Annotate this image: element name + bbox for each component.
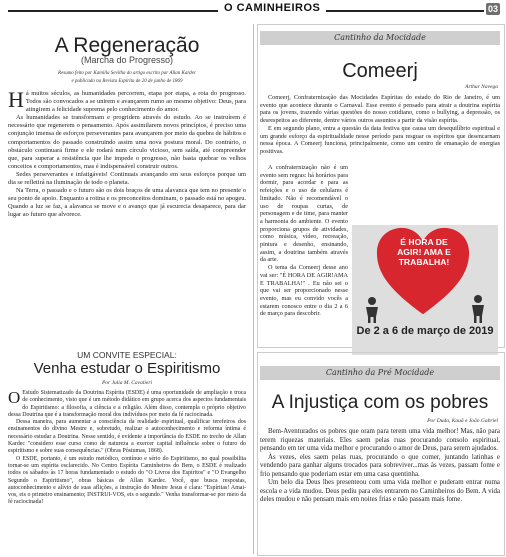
article-byline: Por Duda, Kauã e João Gabriel — [427, 418, 498, 424]
article-credit-2: e publicado na Revista Espírita de 20 de junho de 1869 — [71, 79, 183, 84]
paragraph: Dessa maneira, para aumentar a consciência da realidade espiritual, qualificar terefeiros dos ensinamentos do divino Mestre e, sobretudo, realizar o autoconhecimento e reforma íntima é necessário estudar a Doutrina. Nesse sentido, é evidente a importância do ESDE no trecho de Allan Kardec "considero esse curso como de natureza a exercer capital influência sobre o futuro do espiritismo e sobre suas consequências." (Obras Póstumas, 1868). — [8, 419, 246, 455]
drop-cap: O — [8, 388, 21, 407]
paragraph: O tema da Comeerj desse ano vai ser: "É HORA DE AGIR!AMA E TRABALHA!" . Eu não sei o que vai ser proporcionado nesse evento, mas eu convido vocês a estarem conosco entre o dia 2 a 6 de março para descobrir. — [260, 264, 348, 318]
paragraph: As humanidades se transformam e progridem através do estudo. Ao se instruírem é necessário que regenerem o pensamento. Após assimilarem novos princípios, é preciso uma conjunção imensa de esforços perseverantes para avançarem por meio da quebra de hábitos e comportamentos do passado construindo assim uma nova postura moral. Do contrário, o obstáculo continuará firme e ele rodará num círculo vicioso, sem saída, até compreender que, para superar a resistência que lhe impede o progresso, não basta quebrar os velhos conceitos e comportamentos, mas é indispensável construir outros. — [8, 114, 246, 170]
paragraph: E em segundo plano, entra a questão da data festiva que causa um desequilíbrio espiritual e um grande esforço da espiritualidade nesse período para resguar os espíritos que desencarnam nessa época. A Comeerj funciona, principalmente, como um centro de emanação de energias positivas. — [260, 124, 500, 155]
section-kicker: UM CONVITE ESPECIAL: — [77, 350, 177, 360]
paragraph-text: Estudo Sistematizado da Doutrina Espírita (ESDE) é uma oportunidade de ampliação e troca de conhecimento, visto que é um método didático em grupo acerca dos aspectos fundamentais do Espiritismo: a filosofia, a ciência e a religião. Além disso, contempla o próprio objetivo dessa Doutrina que é a transformação moral dos indivíduos por meio da fé raciocinada. — [8, 390, 246, 418]
child-silhouette-icon — [358, 295, 386, 323]
article-title: Venha estudar o Espiritismo — [33, 360, 221, 377]
article-body — [260, 94, 500, 156]
drop-cap: H — [8, 87, 24, 112]
paragraph — [8, 87, 246, 114]
section-header: Cantinho da Pré Mocidade — [260, 366, 500, 380]
paragraph — [8, 390, 246, 419]
child-silhouette-icon — [464, 293, 492, 323]
page-header — [0, 0, 506, 18]
article-body — [8, 87, 246, 220]
column-divider — [253, 24, 254, 554]
paragraph: Às vezes, eles saem pelas ruas, procurando o que comer, juntando latinhas e vendendo para ganhar alguns trocados para sobreviver...mas às vezes, passam fome e frio pensando que poderiam estar em uma casa quentinha. — [260, 453, 500, 478]
article-subtitle: (Marcha do Progresso) — [80, 55, 174, 65]
paragraph: O ESDE, portanto, é um estudo metódico, contínuo e sério do Espiritismo, no qual possibilita tornar-se um espírita esclarecido. No Centro Espírita Caminheiros do Bem, o ESDE é realizado todos os sábados às 17 horas fundamentado o estudo do "O Livros dos Espíritos" e "O Evangelho Segundo o Espiritismo", obras básicas de Allan Kardec. Você, que busca respostas, autoconhecimento e alívio de suas aflições, a instrução do Mestre Jesus é clara: "Espíritas! Amai-vos, eis o primeiro ensinamento; INSTRUI-VOS, eis o segundo." Venha transformar-se por meio da fé raciocinada! — [8, 455, 246, 506]
paragraph: Na Terra, o passado e o futuro são os dois braços de uma alavanca que tem no presente o seu ponto de apoio. Enquanto a rotina e os preconceitos dominam, o passado está no apogeu. Quando a luz se faz, a alavanca se move e o avanço que já escurecia desaparece, para dar lugar ao futuro que alvorece. — [8, 187, 246, 219]
event-poster — [352, 225, 498, 355]
paragraph: Comeerj, Confraternização das Mocidades Espíritas do estado do Rio de Janeiro, é um evento que acontece durante o Carnaval. Esse evento é pensado para atrair a doutrina espírita para os jovens, trazendo várias questões do nosso cotidiano, como o bullying, a depressão, os desrespeitos ao diferente, dentre vários outros assuntos a partir da visão espírita. — [260, 94, 500, 125]
article-body — [260, 428, 500, 505]
article-credit: Resumo feito por Kamilla Sevilha do artigo escrito por Allan Kardec — [57, 71, 197, 76]
article-byline: Arthur Navega — [465, 84, 498, 90]
article-title: A Injustiça com os pobres — [271, 392, 489, 413]
article-author: Por Julia M. Cavalieri — [101, 380, 153, 386]
paragraph: Um belo dia Deus lhes presenteou com uma vida melhor e puderam entrar numa escola e a vida mudou. Deus pediu para eles entrarem no Caminheiros do Bem. A vida deles mudou e não pensam mais em noites frias e não passam mais fome. — [260, 479, 500, 503]
paragraph: Bem-Aventurados os pobres que oram para terem uma vida melhor! Mas, não para terem riquezas materiais. Eles saem pelas ruas procurando consolo espiritual, pensando em ter uma vida melhor e procurando o amor de Deus, para serem ajudados. — [260, 428, 500, 452]
article-title: A Regeneração — [54, 34, 200, 57]
paragraph: Sedes perseverantes e infatigáveis! Continuais avançando em seus esforços porque um dia se refletirá na iluminação de todo o planeta. — [8, 170, 246, 187]
article-body-narrow — [260, 164, 348, 318]
poster-date: De 2 a 6 de março de 2019 — [356, 325, 494, 337]
masthead: O CAMINHEIROS — [218, 2, 326, 14]
paragraph: A confraternização não é um evento sem regras: há horários para dormir, para acordar e para as refeições e o uso de celulares é limitado. Não é recomendável o uso de roupas curtas, de personagem e de time, para manter a harmonia do ambiente. O evento proporciona grupos de atividades, como música, vídeo, recreação, pintura e desenho, ensinando, assim, a doutrina também através da arte. — [260, 164, 348, 264]
article-body — [8, 390, 246, 507]
poster-slogan: É HORA DE AGIR! AMA E TRABALHA! — [397, 237, 451, 267]
section-header: Cantinho da Mocidade — [260, 31, 500, 45]
article-title: Comeerj — [342, 60, 418, 82]
page-number: 03 — [487, 4, 498, 14]
paragraph-text: á muitos séculos, as humanidades percorrem, etapa por etapa, a rota do progresso. Todos são convocados a se unirem e avançarem rumo ao mesmo objetivo: Deus, para atingirem a felicidade suprema pelo conhecimento do amor. — [25, 90, 246, 114]
